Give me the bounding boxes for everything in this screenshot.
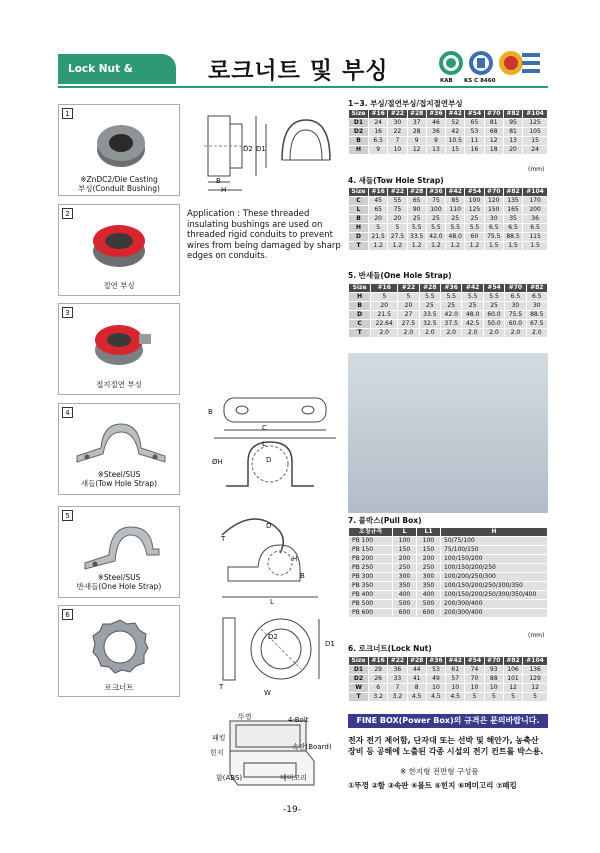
part-label: 뚜껑: [238, 713, 252, 721]
table-bushing-spec: [348, 109, 548, 155]
dim-label: B: [216, 177, 221, 185]
dim-label: ØH: [212, 458, 223, 466]
finebox-notice-bar: FINE BOX(Power Box)의 규격은 문의바랍니다.: [348, 714, 548, 728]
table-row: PB 150 150 150 75/100/150: [349, 546, 548, 555]
dim-label: D2: [268, 633, 278, 641]
kab-logo-icon: [438, 50, 464, 76]
part-label: 4-Bolt: [288, 716, 309, 724]
table6-title: 6. 로크너트(Lock Nut): [348, 644, 432, 653]
table-row: PB 300 300 300 100/200/250/300: [349, 573, 548, 582]
table-saddle-spec: [348, 187, 548, 251]
table-header-row: Size #16 #22 #28 #36 #42 #54 #70 #82 #104: [349, 657, 548, 666]
dim-label: H: [221, 186, 227, 194]
part-label: 속판(Board): [292, 743, 332, 751]
conduit-bushing-icon: [95, 119, 147, 171]
table-row: T 2.0 2.0 2.0 2.0 2.0 2.0 2.0 2.0: [349, 329, 548, 338]
table-row: PB 100 100 100 50/75/100: [349, 537, 548, 546]
table-row: PB 200 200 200 100/150/200: [349, 555, 548, 564]
table-row: L 65 75 90 100 110 125 150 165 200: [349, 206, 548, 215]
placeholder-panel: [348, 353, 548, 513]
item-caption-1: 로크너트: [104, 683, 134, 692]
item-box-grounding-bushing: [58, 303, 180, 395]
item-caption-2: 반새들(One Hole Strap): [76, 582, 162, 591]
table-row: H 5 5 5.5 5.5 5.5 5.5 6.5 6.5: [349, 293, 548, 302]
table-row: B 20 20 25 25 25 25 30 30: [349, 302, 548, 311]
item-box-lock-nut: [58, 605, 180, 697]
table-row: H 5 5 5.5 5.5 5.5 5.5 6.5 6.5 6.5: [349, 224, 548, 233]
item-caption-2: 새들(Tow Hole Strap): [80, 479, 158, 488]
table1-title: 1~3. 부싱/절연부싱/접지절연부싱: [348, 99, 463, 108]
application-text: Application : These threaded insulating bushings are used on threaded rigid conduits to prevent wires from being damaged by sharp edges on conduits.: [187, 209, 341, 261]
saddle-drawing: [206, 392, 336, 502]
finebox-description: 전자 전기 제어함, 단자대 또는 선박 및 해안가, 농축산 장비 등 공해에 노출된 각종 시설의 전기 컨트롤 박스용.: [348, 736, 544, 756]
dim-label: T: [219, 683, 224, 691]
table-row: PB 350 350 350 100/150/200/250/300/350: [349, 582, 548, 591]
dim-label: D: [266, 522, 272, 530]
table-row: D 21.5 27 33.5 42.0 48.0 60.0 75.5 88.5: [349, 311, 548, 320]
table-row: D1 24 30 37 46 52 65 81 95 125: [349, 119, 548, 128]
item-box-one-hole-strap: [58, 506, 180, 598]
fine-box-drawing: [222, 715, 322, 795]
table-row: D 21.5 27.5 33.5 42.0 48.0 60 75.5 88.5 115: [349, 233, 548, 242]
table-pullbox-spec: [348, 527, 548, 618]
section-tab: Lock Nut & Bushing: [58, 54, 176, 84]
one-hole-strap-icon: [79, 519, 165, 573]
finebox-note: ※ 한지형 전면형 구성품: [400, 767, 479, 776]
page-number: -19-: [283, 805, 301, 815]
item-number: 6: [62, 609, 73, 620]
dim-label: B: [208, 408, 213, 416]
part-label: 힌지: [210, 749, 224, 757]
cert-label-ks: KS C 8460: [464, 78, 496, 84]
item-caption-1: ※ZnDC2/Die Casting: [80, 175, 158, 184]
item-box-bushing: [58, 104, 180, 196]
table-row: B 6.5 7 9 9 10.5 11 12 13 15: [349, 137, 548, 146]
two-hole-strap-icon: [73, 418, 169, 468]
dim-label: W: [264, 689, 271, 697]
item-caption-2: 부싱(Conduit Bushing): [77, 184, 160, 193]
item-box-two-hole-strap: [58, 403, 180, 495]
table-header-row: Size #16 #22 #28 #36 #42 #54 #70 #82 #104: [349, 110, 548, 119]
header-divider: [58, 86, 548, 88]
dim-label: D: [266, 456, 272, 464]
table-row: PB 500 500 500 200/300/400: [349, 600, 548, 609]
item-number: 4: [62, 407, 73, 418]
unit-label: (mm): [528, 632, 545, 639]
dim-label: D2: [243, 145, 253, 153]
part-label: 패킹: [212, 734, 226, 742]
table5-title: 5. 반새들(One Hole Strap): [348, 271, 452, 280]
item-box-insulated-bushing: [58, 204, 180, 296]
item-caption-1: 접지절연 부싱: [96, 380, 142, 389]
dim-label: D1: [256, 145, 266, 153]
table-row: D1 29 36 44 53 61 74 93 106 136: [349, 666, 548, 675]
dim-label: C: [262, 424, 267, 432]
bushing-front-drawing: [276, 110, 336, 180]
item-number: 3: [62, 307, 73, 318]
page-title: 로크너트 및 부싱: [208, 58, 389, 84]
part-label: 메미고리: [280, 774, 308, 782]
ks-logo-icon: [468, 50, 494, 76]
cert-label-kab: KAB: [440, 78, 453, 84]
table-header-row: Size #16 #22 #28 #36 #42 #54 #70 #82 #104: [349, 188, 548, 197]
table-row: C 22.64 27.5 32.5 37.5 42.5 50.0 60.0 67.5: [349, 320, 548, 329]
locknut-drawing: [215, 612, 335, 692]
part-label: 함(ABS): [216, 774, 243, 782]
table-row: W 6 7 8 10 10 10 10 12 12: [349, 684, 548, 693]
dim-label: T: [221, 535, 226, 543]
finebox-parts-list: ①뚜껑 ②함 ③속판 ④볼트 ⑤힌지 ⑥메미고리 ⑦패킹: [348, 781, 517, 790]
item-caption-1: 절연 부싱: [103, 281, 135, 290]
insulated-bushing-icon: [89, 217, 149, 271]
table-row: H 9 10 12 13 15 16 18 20 24: [349, 146, 548, 155]
table-header-row: 호칭규격 L L1 H: [349, 528, 548, 537]
table-row: D2 16 22 28 36 42 53 68 81 105: [349, 128, 548, 137]
table-row: PB 600 600 600 200/300/400: [349, 609, 548, 618]
table-locknut-spec: [348, 656, 548, 702]
item-caption-1: ※Steel/SUS: [97, 573, 141, 582]
table-row: C 45 55 65 75 85 100 120 135 170: [349, 197, 548, 206]
table-header-row: Size #16 #22 #28 #36 #42 #54 #70 #82: [349, 284, 548, 293]
table-row: B 20 20 25 25 25 25 30 35 36: [349, 215, 548, 224]
brand-logo-icon: [498, 50, 542, 76]
table-strap-spec: [348, 283, 548, 338]
dim-label: L: [262, 440, 266, 448]
bushing-drawing: [200, 106, 280, 196]
dim-label: L: [270, 598, 274, 606]
table-row: PB 250 250 250 100/150/200/250: [349, 564, 548, 573]
table-row: T 3.2 3.2 4.5 4.5 4.5 5 5 5 5: [349, 693, 548, 702]
strap-drawing: [218, 505, 338, 605]
item-number: 5: [62, 510, 73, 521]
item-caption-1: ※Steel/SUS: [97, 470, 141, 479]
table7-title: 7. 풀박스(Pull Box): [348, 516, 422, 525]
dim-label: D1: [325, 640, 335, 648]
table-row: D2 26 33 41 49 57 70 88 101 129: [349, 675, 548, 684]
dim-label: H: [292, 555, 298, 563]
item-number: 1: [62, 108, 73, 119]
table-row: PB 400 400 400 100/150/200/250/300/350/400: [349, 591, 548, 600]
item-number: 2: [62, 208, 73, 219]
table-row: T 1.2 1.2 1.2 1.2 1.2 1.2 1.5 1.5 1.5: [349, 242, 548, 251]
unit-label: (mm): [528, 166, 545, 173]
dim-label: B: [300, 572, 305, 580]
grounding-bushing-icon: [89, 316, 153, 370]
lock-nut-icon: [91, 618, 149, 674]
table4-title: 4. 새들(Tow Hole Strap): [348, 176, 444, 185]
